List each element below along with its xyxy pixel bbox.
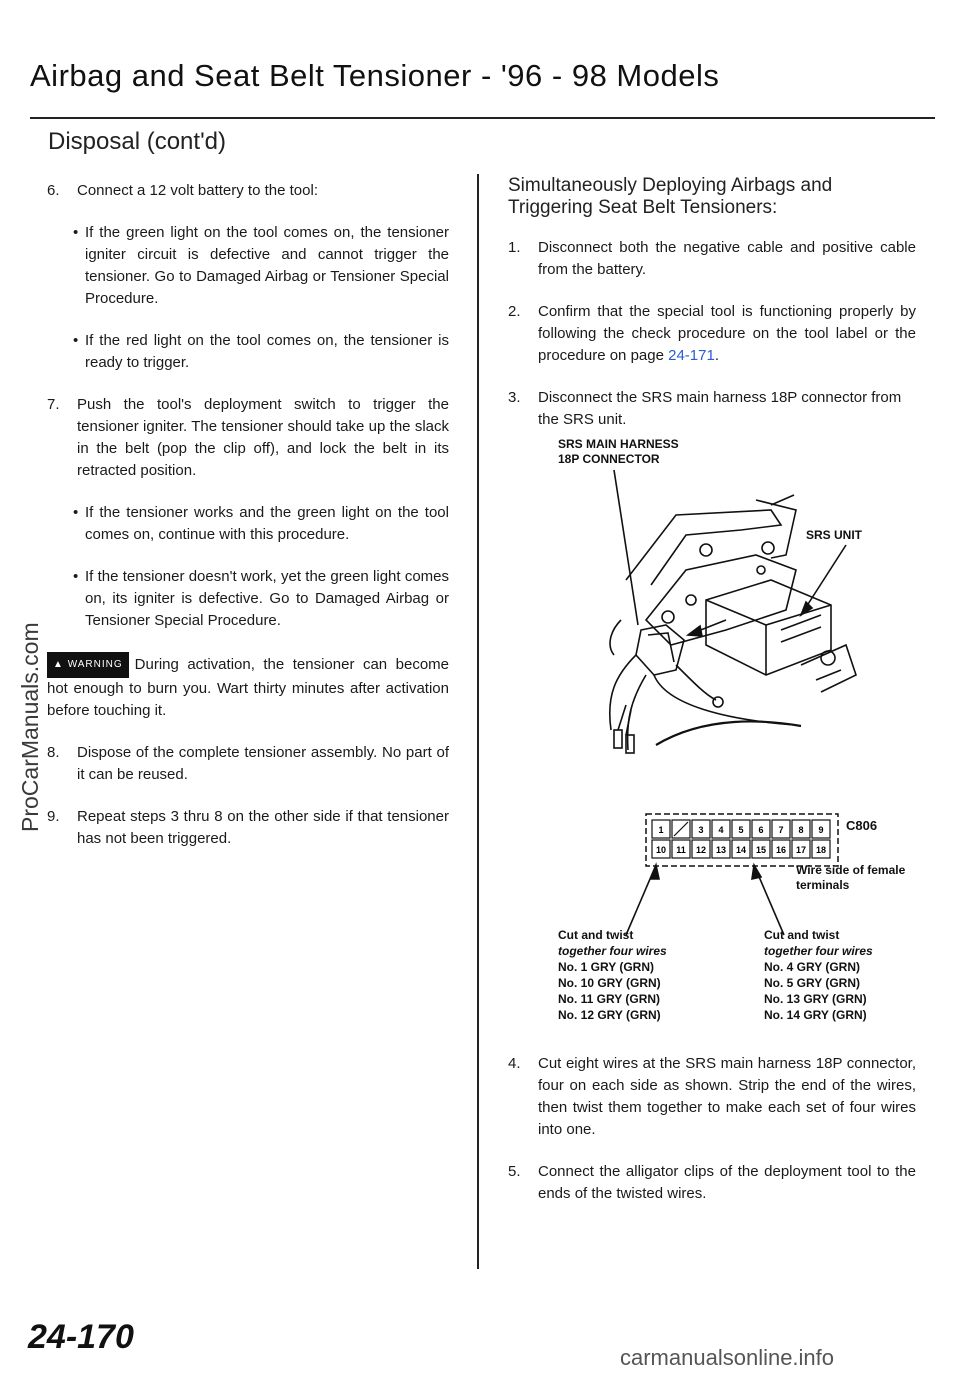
step-text: Connect a 12 volt battery to the tool: — [77, 182, 318, 199]
page-title: Airbag and Seat Belt Tensioner - '96 - 98 Models — [30, 58, 720, 93]
terminal-number: 13 — [715, 845, 727, 855]
bullet-item — [47, 222, 449, 310]
terminal-number: 14 — [735, 845, 747, 855]
terminal-number: 6 — [758, 825, 764, 835]
left-wire-group — [558, 927, 667, 1023]
terminal-number: 3 — [698, 825, 704, 835]
step-2 — [508, 301, 916, 367]
terminal-number: 15 — [755, 845, 767, 855]
terminal-number: 12 — [695, 845, 707, 855]
group-heading: Cut and twist — [558, 928, 634, 942]
step-text: Confirm that the special tool is functioning properly by following the check procedure on the tool label or the procedure on page — [538, 303, 916, 364]
wire-item: No. 4 GRY (GRN) — [764, 960, 861, 974]
right-column — [508, 175, 916, 451]
step-number: 1. — [508, 239, 521, 256]
bullet-icon: • — [73, 568, 79, 585]
group-subheading: together four wires — [558, 944, 667, 958]
warning-badge-label: WARNING — [67, 659, 123, 670]
terminal-number: 9 — [818, 825, 824, 835]
bullet-item — [47, 566, 449, 632]
step-text: Disconnect both the negative cable and positive cable from the battery. — [538, 239, 916, 278]
srs-unit-label: SRS UNIT — [806, 528, 863, 542]
title-rule — [30, 117, 935, 119]
wire-item: No. 13 GRY (GRN) — [764, 992, 867, 1006]
wire-side-label-line1: Wire side of female — [796, 863, 906, 877]
terminal-number: 10 — [655, 845, 667, 855]
step-text: Push the tool's deployment switch to trigger the tensioner igniter. The tensioner should take up the slack in the belt (pop the clip off), and lock the belt in its retracted position. — [77, 396, 449, 479]
page-link[interactable]: 24-171 — [668, 347, 715, 364]
group-heading: Cut and twist — [764, 928, 840, 942]
bottom-steps — [508, 1053, 916, 1225]
terminal-number: 8 — [798, 825, 804, 835]
terminal-number: 11 — [676, 845, 686, 855]
srs-unit-drawing — [556, 430, 916, 760]
footer-site-text: carmanualsonline.info — [620, 1345, 835, 1370]
step-number: 4. — [508, 1055, 521, 1072]
wire-item: No. 1 GRY (GRN) — [558, 960, 655, 974]
wire-side-label-line2: terminals — [796, 878, 850, 892]
wire-item: No. 14 GRY (GRN) — [764, 1008, 867, 1022]
step-5 — [508, 1161, 916, 1205]
step-number: 9. — [47, 808, 60, 825]
step-number: 3. — [508, 389, 521, 406]
srs-unit-illustration — [556, 430, 916, 760]
warning-note — [47, 652, 449, 722]
terminal-number: 1 — [658, 825, 664, 835]
bullet-icon: • — [73, 332, 79, 349]
terminal-number: 16 — [775, 845, 787, 855]
harness-label-line1: SRS MAIN HARNESS — [558, 437, 679, 451]
bullet-text: If the green light on the tool comes on, the tensioner igniter circuit is defective and cannot trigger the tensioner. Go to Damaged Airbag or Tensioner Special Procedure. — [85, 224, 449, 307]
page-number: 24-170 — [28, 1318, 134, 1356]
step-6 — [47, 180, 449, 202]
step-9 — [47, 806, 449, 850]
step-3 — [508, 387, 916, 431]
step-number: 5. — [508, 1163, 521, 1180]
terminal-number: 17 — [795, 845, 807, 855]
connector-diagram — [556, 805, 916, 1030]
step-number: 6. — [47, 182, 60, 199]
section-heading: Simultaneously Deploying Airbags and Triggering Seat Belt Tensioners: — [508, 175, 833, 218]
connector-name: C806 — [846, 818, 878, 833]
right-wire-group — [764, 927, 873, 1023]
terminal-number: 7 — [778, 825, 784, 835]
column-divider — [477, 174, 479, 1269]
step-text: Connect the alligator clips of the deployment tool to the ends of the twisted wires. — [538, 1163, 916, 1202]
terminal-number: 5 — [738, 825, 744, 835]
terminal-number: 4 — [718, 825, 724, 835]
step-1 — [508, 237, 916, 281]
wire-item: No. 12 GRY (GRN) — [558, 1008, 661, 1022]
wire-item: No. 11 GRY (GRN) — [558, 992, 661, 1006]
group-subheading: together four wires — [764, 944, 873, 958]
step-text: Cut eight wires at the SRS main harness 18P connector, four on each side as shown. Strip the end of the wires, then twist them together to make each set of four wires into one. — [538, 1055, 916, 1138]
wire-item: No. 5 GRY (GRN) — [764, 976, 861, 990]
bullet-text: If the tensioner works and the green light on the tool comes on, continue with this procedure. — [85, 504, 449, 543]
bullet-icon: • — [73, 224, 79, 241]
step-text: Repeat steps 3 thru 8 on the other side if that tensioner has not been triggered. — [77, 808, 449, 847]
bullet-text: If the tensioner doesn't work, yet the green light comes on, its igniter is defective. Go to Damaged Airbag or Tensioner Special Procedure. — [85, 568, 449, 629]
harness-label-line2: 18P CONNECTOR — [558, 452, 660, 466]
bullet-item — [47, 330, 449, 374]
section-subtitle: Disposal (cont'd) — [48, 128, 226, 155]
step-7 — [47, 394, 449, 482]
terminal-number: 18 — [815, 845, 827, 855]
bullet-item — [47, 502, 449, 546]
step-text: Dispose of the complete tensioner assembly. No part of it can be reused. — [77, 744, 449, 783]
warning-triangle-icon: ▲ — [53, 659, 68, 670]
warning-text: During activation, the tensioner can become hot enough to burn you. Wart thirty minutes after activation before touching it. — [47, 656, 449, 719]
bullet-icon: • — [73, 504, 79, 521]
watermark-text: ProCarManuals.com — [17, 622, 43, 832]
left-column — [47, 180, 449, 870]
step-8 — [47, 742, 449, 786]
bullet-text: If the red light on the tool comes on, the tensioner is ready to trigger. — [85, 332, 449, 371]
step-number: 8. — [47, 744, 60, 761]
step-number: 7. — [47, 396, 60, 413]
step-4 — [508, 1053, 916, 1141]
warning-badge — [47, 652, 129, 678]
step-number: 2. — [508, 303, 521, 320]
wire-item: No. 10 GRY (GRN) — [558, 976, 661, 990]
step-text: Disconnect the SRS main harness 18P connector from the SRS unit. — [538, 389, 902, 428]
step-text-end: . — [714, 347, 719, 364]
